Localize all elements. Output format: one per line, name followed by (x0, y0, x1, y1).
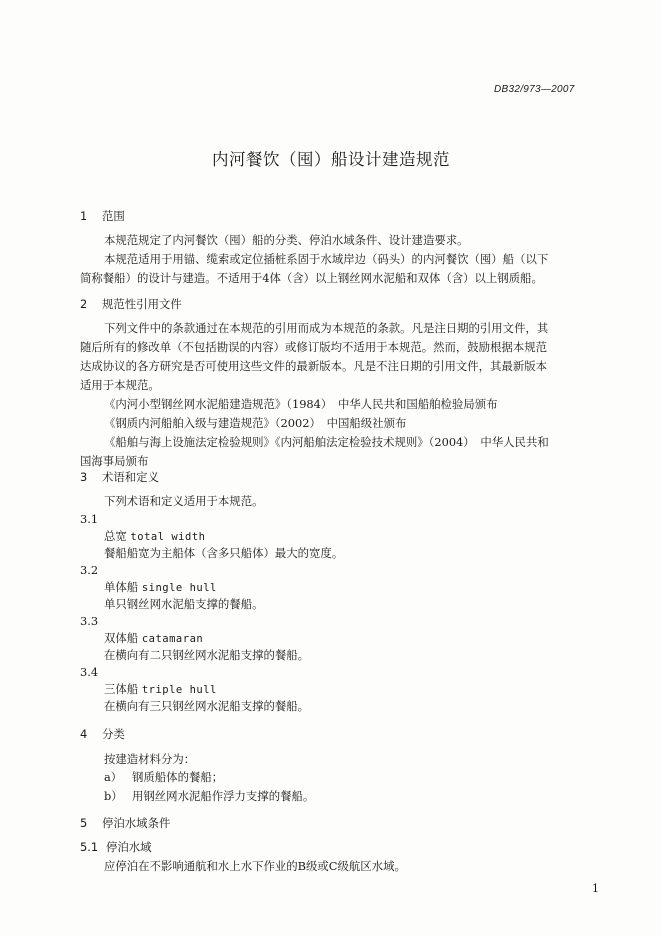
s5-1-text: 应停泊在不影响通航和水上水下作业的B级或C级航区水域。 (104, 859, 406, 873)
section-2-heading (80, 296, 182, 312)
term-definition: 单只钢丝网水泥船支撑的餐船。 (104, 597, 264, 611)
term-number: 3.3 (80, 614, 99, 628)
term-zh: 三体船 (104, 682, 139, 696)
section-3-heading (80, 469, 159, 485)
s2-paragraph-line-3: 达成协议的各方研究是否可使用这些文件的最新版本。凡是不注日期的引用文件，其最新版本 (80, 359, 548, 373)
term-en: catamaran (141, 633, 204, 645)
section-number: 1 (80, 209, 88, 223)
section-title: 分类 (102, 727, 125, 741)
section-number: 2 (80, 297, 88, 311)
list-item (104, 788, 314, 804)
standard-code: DB32/973—2007 (494, 84, 575, 95)
reference-3-line-2: 国海事局颁布 (80, 454, 149, 468)
term-en: triple hull (141, 684, 217, 696)
list-text: 钢质船体的餐船； (132, 770, 224, 784)
term-zh: 单体船 (104, 580, 139, 594)
term-en: total width (130, 531, 206, 543)
term-definition: 在横向有二只钢丝网水泥船支撑的餐船。 (104, 648, 310, 662)
s2-paragraph-line-1: 下列文件中的条款通过在本规范的引用而成为本规范的条款。凡是注日期的引用文件，其 (104, 321, 549, 335)
reference-2: 《钢质内河船舶入级与建造规范》（2002） 中国船级社颁布 (104, 416, 407, 430)
subsection-5-1-heading (80, 839, 152, 855)
s1-paragraph-2-line-1: 本规范适用于用锚、缆索或定位插桩系固于水域岸边（码头）的内河餐饮（囤）船（以下 (104, 252, 549, 266)
s2-paragraph-line-4: 适用于本规范。 (80, 378, 160, 392)
document-title: 内河餐饮（囤）船设计建造规范 (212, 150, 450, 169)
reference-3-line-1: 《船舶与海上设施法定检验规则》《内河船舶法定检验技术规则》（2004） 中华人民共和 (104, 435, 549, 449)
term-number: 3.2 (80, 563, 99, 577)
list-text: 用钢丝网水泥船作浮力支撑的餐船。 (132, 789, 315, 803)
section-number: 4 (80, 727, 88, 741)
section-1-heading (80, 208, 125, 224)
term-zh: 总宽 (104, 529, 127, 543)
reference-1: 《内河小型钢丝网水泥船建造规范》（1984） 中华人民共和国船舶检验局颁布 (104, 397, 498, 411)
s2-paragraph-line-2: 随后所有的修改单（不包括勘误的内容）或修订版均不适用于本规范。然而，鼓励根据本规范 (80, 340, 548, 354)
term-definition: 餐船船宽为主船体（含多只船体）最大的宽度。 (104, 546, 344, 560)
list-label: a） (104, 770, 123, 784)
term-heading (104, 630, 203, 646)
term-number: 3.1 (80, 512, 99, 526)
term-en: single hull (141, 582, 217, 594)
list-label: b） (104, 789, 123, 803)
term-heading (104, 528, 205, 544)
section-title: 规范性引用文件 (102, 297, 182, 311)
term-number: 3.4 (80, 665, 99, 679)
term-zh: 双体船 (104, 631, 139, 645)
s4-intro: 按建造材料分为： (104, 752, 196, 766)
subsection-number: 5.1 (80, 840, 99, 854)
s1-paragraph-1: 本规范规定了内河餐饮（囤）船的分类、停泊水域条件、设计建造要求。 (104, 233, 469, 247)
section-number: 3 (80, 470, 88, 484)
section-title: 范围 (102, 209, 125, 223)
list-item (104, 769, 223, 785)
s1-paragraph-2-line-2: 简称餐船）的设计与建造。不适用于4体（含）以上钢丝网水泥船和双体（含）以上钢质船。 (80, 271, 543, 285)
section-number: 5 (80, 816, 88, 830)
page-number: 1 (592, 882, 599, 895)
subsection-title: 停泊水域 (106, 840, 152, 854)
section-4-heading (80, 726, 125, 742)
term-definition: 在横向有三只钢丝网水泥船支撑的餐船。 (104, 699, 310, 713)
section-title: 停泊水域条件 (102, 816, 171, 830)
term-heading (104, 579, 217, 595)
s3-intro: 下列术语和定义适用于本规范。 (104, 494, 264, 508)
term-heading (104, 681, 217, 697)
section-title: 术语和定义 (102, 470, 159, 484)
section-5-heading (80, 815, 170, 831)
